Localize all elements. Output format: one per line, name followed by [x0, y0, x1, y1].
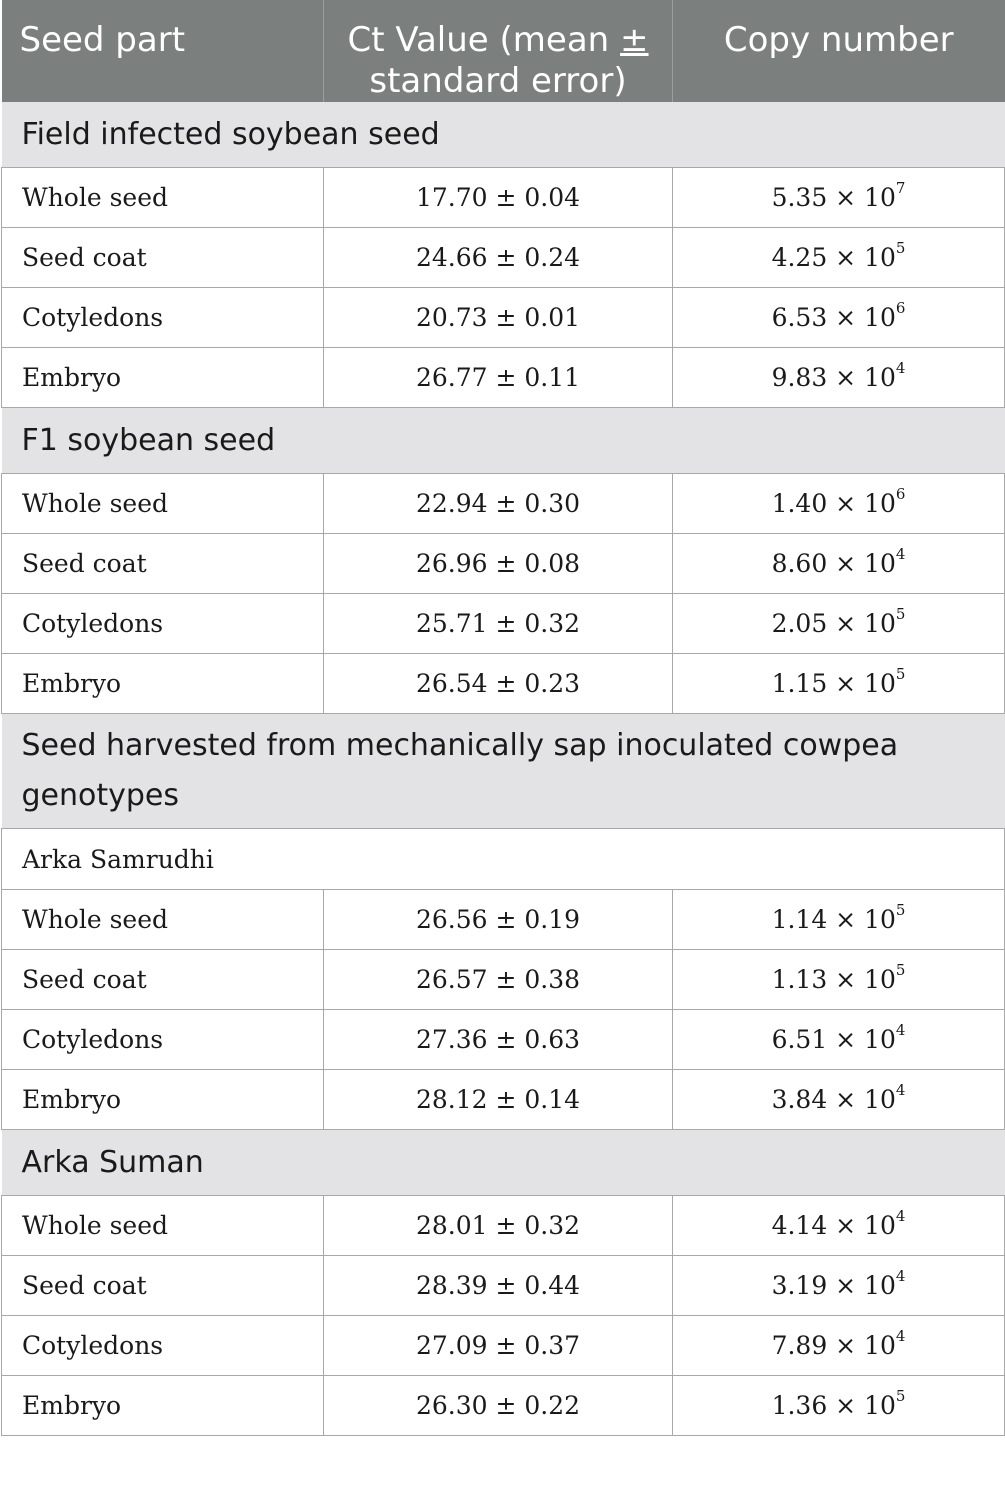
copy-base: 1.15 × 10	[771, 669, 896, 698]
section-title: Seed harvested from mechanically sap inoculated cowpea genotypes	[2, 714, 1005, 829]
copy-base: 1.14 × 10	[771, 905, 896, 934]
cell-seed-part: Seed coat	[2, 228, 324, 288]
cell-seed-part: Seed coat	[2, 1256, 324, 1316]
cell-ct-value: 27.09 ± 0.37	[324, 1316, 673, 1376]
cell-ct-value: 22.94 ± 0.30	[324, 474, 673, 534]
cell-seed-part: Cotyledons	[2, 594, 324, 654]
cell-copy-number	[673, 890, 1005, 950]
cell-ct-value: 28.12 ± 0.14	[324, 1070, 673, 1130]
cell-seed-part: Cotyledons	[2, 1010, 324, 1070]
copy-exponent: 6	[895, 485, 906, 503]
data-table	[1, 0, 1005, 1436]
cell-seed-part: Seed coat	[2, 950, 324, 1010]
cell-copy-number	[673, 288, 1005, 348]
cell-seed-part: Embryo	[2, 1070, 324, 1130]
copy-base: 8.60 × 10	[771, 549, 896, 578]
table-row	[2, 950, 1005, 1010]
table-row	[2, 594, 1005, 654]
cell-ct-value: 28.39 ± 0.44	[324, 1256, 673, 1316]
copy-base: 5.35 × 10	[771, 183, 896, 212]
cell-copy-number	[673, 228, 1005, 288]
table-row	[2, 348, 1005, 408]
cell-ct-value: 26.77 ± 0.11	[324, 348, 673, 408]
cell-copy-number	[673, 474, 1005, 534]
cell-ct-value: 26.54 ± 0.23	[324, 654, 673, 714]
copy-exponent: 6	[895, 299, 906, 317]
cell-ct-value: 25.71 ± 0.32	[324, 594, 673, 654]
table-row	[2, 1256, 1005, 1316]
copy-base: 2.05 × 10	[771, 609, 896, 638]
copy-base: 7.89 × 10	[771, 1331, 896, 1360]
header-copy-number: Copy number	[673, 0, 1005, 102]
cell-copy-number	[673, 534, 1005, 594]
table-row	[2, 474, 1005, 534]
cell-ct-value: 28.01 ± 0.32	[324, 1196, 673, 1256]
cell-copy-number	[673, 168, 1005, 228]
cell-ct-value: 26.96 ± 0.08	[324, 534, 673, 594]
copy-exponent: 4	[895, 1081, 906, 1099]
header-ct-pm: ±	[620, 20, 649, 60]
copy-exponent: 4	[895, 359, 906, 377]
section-title: F1 soybean seed	[2, 408, 1005, 474]
cell-copy-number	[673, 594, 1005, 654]
copy-base: 1.36 × 10	[771, 1391, 896, 1420]
copy-exponent: 5	[895, 605, 906, 623]
copy-exponent: 5	[895, 1387, 906, 1405]
table-row	[2, 890, 1005, 950]
subsection-title: Arka Samrudhi	[2, 829, 1005, 890]
copy-exponent: 4	[895, 1021, 906, 1039]
header-ct-line2: standard error)	[369, 61, 627, 101]
copy-base: 4.25 × 10	[771, 243, 896, 272]
table-row	[2, 1196, 1005, 1256]
copy-base: 1.13 × 10	[771, 965, 896, 994]
copy-base: 1.40 × 10	[771, 489, 896, 518]
cell-seed-part: Whole seed	[2, 168, 324, 228]
cell-ct-value: 20.73 ± 0.01	[324, 288, 673, 348]
copy-exponent: 5	[895, 665, 906, 683]
table-row	[2, 1376, 1005, 1436]
cell-ct-value: 24.66 ± 0.24	[324, 228, 673, 288]
cell-ct-value: 27.36 ± 0.63	[324, 1010, 673, 1070]
table-row	[2, 1010, 1005, 1070]
header-ct-value	[324, 0, 673, 102]
copy-exponent: 5	[895, 239, 906, 257]
cell-seed-part: Seed coat	[2, 534, 324, 594]
cell-seed-part: Cotyledons	[2, 288, 324, 348]
table-row	[2, 1316, 1005, 1376]
cell-copy-number	[673, 1316, 1005, 1376]
section-title: Arka Suman	[2, 1130, 1005, 1196]
cell-seed-part: Embryo	[2, 654, 324, 714]
section-title: Field infected soybean seed	[2, 102, 1005, 168]
table-row	[2, 168, 1005, 228]
cell-copy-number	[673, 1256, 1005, 1316]
table-row	[2, 288, 1005, 348]
table-row	[2, 228, 1005, 288]
cell-ct-value: 26.30 ± 0.22	[324, 1376, 673, 1436]
copy-exponent: 7	[895, 179, 906, 197]
copy-exponent: 5	[895, 901, 906, 919]
subsection-header	[2, 829, 1005, 890]
copy-base: 3.19 × 10	[771, 1271, 896, 1300]
cell-ct-value: 26.57 ± 0.38	[324, 950, 673, 1010]
section-header	[2, 1130, 1005, 1196]
header-row	[2, 0, 1005, 102]
header-ct-line1: Ct Value (mean	[347, 20, 621, 60]
cell-seed-part: Whole seed	[2, 890, 324, 950]
cell-copy-number	[673, 348, 1005, 408]
cell-copy-number	[673, 654, 1005, 714]
cell-copy-number	[673, 1376, 1005, 1436]
copy-base: 9.83 × 10	[771, 363, 896, 392]
cell-copy-number	[673, 1070, 1005, 1130]
header-seed-part: Seed part	[2, 0, 324, 102]
table-row	[2, 654, 1005, 714]
copy-exponent: 4	[895, 1207, 906, 1225]
cell-copy-number	[673, 1010, 1005, 1070]
table-row	[2, 534, 1005, 594]
cell-ct-value: 26.56 ± 0.19	[324, 890, 673, 950]
copy-base: 6.51 × 10	[771, 1025, 896, 1054]
copy-exponent: 4	[895, 1267, 906, 1285]
copy-base: 3.84 × 10	[771, 1085, 896, 1114]
cell-seed-part: Cotyledons	[2, 1316, 324, 1376]
copy-exponent: 4	[895, 545, 906, 563]
cell-seed-part: Whole seed	[2, 1196, 324, 1256]
copy-exponent: 4	[895, 1327, 906, 1345]
copy-base: 4.14 × 10	[771, 1211, 896, 1240]
cell-seed-part: Embryo	[2, 348, 324, 408]
section-header	[2, 714, 1005, 829]
cell-copy-number	[673, 1196, 1005, 1256]
section-header	[2, 102, 1005, 168]
cell-copy-number	[673, 950, 1005, 1010]
cell-seed-part: Embryo	[2, 1376, 324, 1436]
table-row	[2, 1070, 1005, 1130]
copy-base: 6.53 × 10	[771, 303, 896, 332]
cell-seed-part: Whole seed	[2, 474, 324, 534]
cell-ct-value: 17.70 ± 0.04	[324, 168, 673, 228]
copy-exponent: 5	[895, 961, 906, 979]
section-header	[2, 408, 1005, 474]
